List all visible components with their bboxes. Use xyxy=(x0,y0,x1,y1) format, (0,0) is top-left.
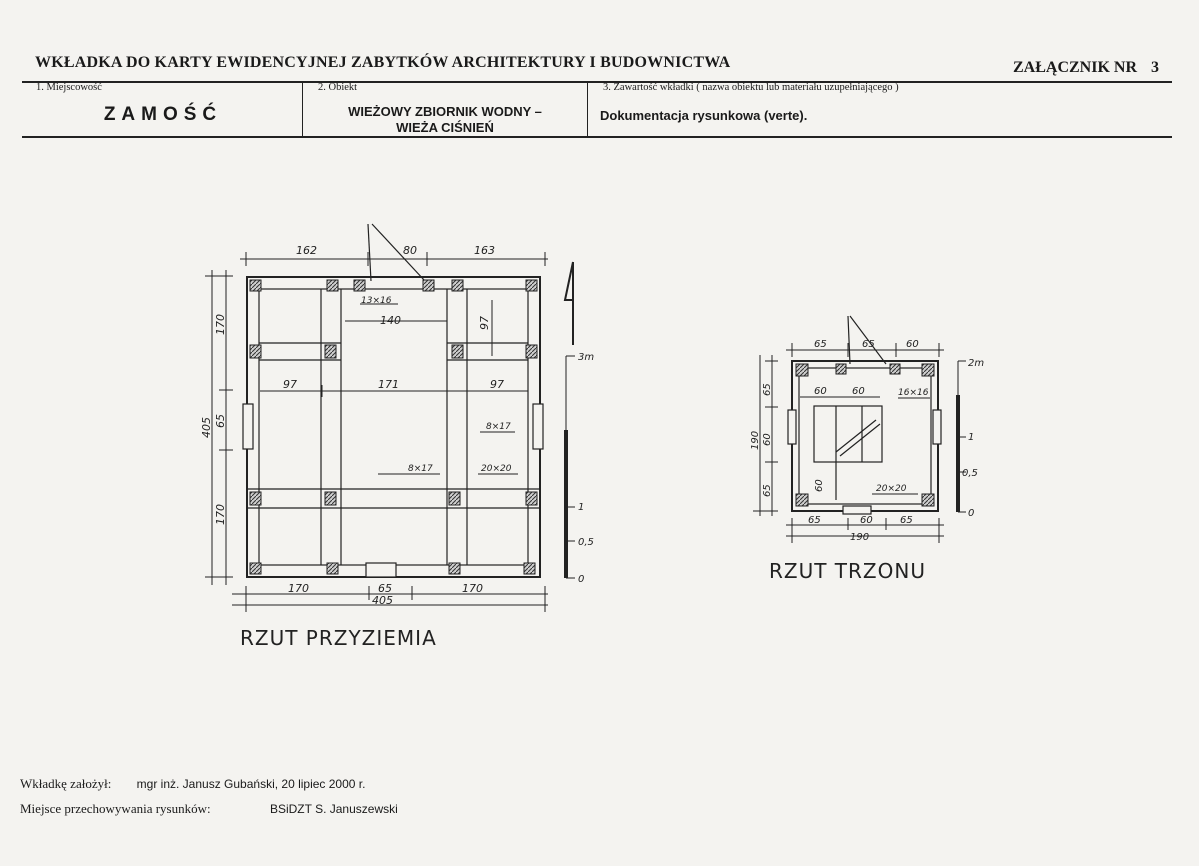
column-marker xyxy=(796,364,808,376)
column-marker xyxy=(922,494,934,506)
column-marker xyxy=(452,280,463,291)
ground-dim-bottom-1: 170 xyxy=(288,582,309,595)
ground-label-column-small: 13×16 xyxy=(361,296,392,306)
object-value-line2: WIEŻA CIŚNIEŃ xyxy=(396,120,494,135)
annex-value: 3 xyxy=(1151,59,1159,76)
ground-dim-row-3: 97 xyxy=(490,378,504,391)
column-marker xyxy=(452,345,463,358)
column-marker xyxy=(526,492,537,505)
column-marker xyxy=(526,280,537,291)
ground-dim-left-1: 170 xyxy=(214,314,227,335)
content-label: 3. Zawartość wkładki ( nazwa obiektu lub materiału uzupełniającego ) xyxy=(603,82,899,93)
ground-dim-total-bottom: 405 xyxy=(372,594,393,607)
column-marker xyxy=(449,492,460,505)
founder-label: Wkładkę założył: xyxy=(20,776,112,791)
storage-label: Miejsce przechowywania rysunków: xyxy=(20,801,211,816)
column-marker xyxy=(250,345,261,358)
ground-dimension-lines xyxy=(205,252,548,612)
ground-floor-title: RZUT PRZYZIEMIA xyxy=(240,626,437,650)
shaft-scale-bar xyxy=(958,361,966,512)
ground-door-leaf xyxy=(372,224,425,281)
ground-label-beam-2: 8×17 xyxy=(486,422,511,432)
shaft-dim-top-3: 60 xyxy=(906,339,919,350)
shaft-door xyxy=(843,506,871,514)
ground-dim-inner-span: 140 xyxy=(380,314,401,327)
ground-dim-top-2: 80 xyxy=(403,244,417,257)
ground-door xyxy=(366,563,396,577)
locality-value: ZAMOŚĆ xyxy=(103,104,223,125)
annex-label: ZAŁĄCZNIK NR xyxy=(1012,59,1137,76)
content-value: Dokumentacja rysunkowa (verte). xyxy=(600,108,808,123)
column-marker xyxy=(524,563,535,574)
column-marker xyxy=(423,280,434,291)
column-marker xyxy=(796,494,808,506)
shaft-dim-inner-top-2: 60 xyxy=(852,386,865,397)
ground-dim-top-1: 162 xyxy=(296,244,317,257)
ground-label-beam-1: 8×17 xyxy=(408,464,433,474)
ground-dim-vertical-inner: 97 xyxy=(478,316,491,330)
shaft-dim-total-bottom: 190 xyxy=(850,532,870,543)
storage-value: BSiDZT S. Januszewski xyxy=(269,802,398,816)
shaft-scale-label-1: 1 xyxy=(968,432,975,443)
object-value-line1: WIEŻOWY ZBIORNIK WODNY – xyxy=(348,104,542,119)
column-marker xyxy=(922,364,934,376)
column-marker xyxy=(836,364,846,374)
founder-line xyxy=(20,776,365,792)
locality-label: 1. Miejscowość xyxy=(36,82,102,93)
column-marker xyxy=(890,364,900,374)
ground-dim-bottom-3: 170 xyxy=(462,582,483,595)
shaft-dim-left-1: 65 xyxy=(762,383,773,396)
column-marker xyxy=(325,492,336,505)
ground-dim-top-3: 163 xyxy=(474,244,495,257)
column-marker xyxy=(327,563,338,574)
ground-dim-left-2: 65 xyxy=(214,414,227,428)
ground-dim-bottom-2: 65 xyxy=(378,582,392,595)
ground-scale-label-0: 0 xyxy=(578,574,585,585)
shaft-scale-label-2m: 2m xyxy=(968,358,985,369)
object-label: 2. Obiekt xyxy=(318,82,358,93)
shaft-stair-line xyxy=(840,424,880,456)
column-marker xyxy=(327,280,338,291)
shaft-dim-top-1: 65 xyxy=(814,339,827,350)
shaft-label-column: 20×20 xyxy=(876,484,907,494)
column-marker xyxy=(250,492,261,505)
column-marker xyxy=(250,280,261,291)
ground-scale-bar xyxy=(566,356,575,578)
shaft-window xyxy=(788,410,796,444)
storage-line xyxy=(20,801,398,817)
shaft-dim-inner-top-1: 60 xyxy=(814,386,827,397)
shaft-scale-label-0: 0 xyxy=(968,508,975,519)
shaft-stair xyxy=(814,406,882,462)
ground-label-column: 20×20 xyxy=(481,464,512,474)
ground-dim-row-2: 171 xyxy=(378,378,399,391)
shaft-dim-stair: 60 xyxy=(814,479,825,492)
shaft-dim-top-2: 65 xyxy=(862,339,875,350)
shaft-stair-line xyxy=(836,420,876,452)
shaft-dim-left-2: 60 xyxy=(762,433,773,446)
column-marker xyxy=(250,563,261,574)
ground-scale-label-05: 0,5 xyxy=(578,537,594,548)
column-marker xyxy=(449,563,460,574)
column-marker xyxy=(354,280,365,291)
shaft-dim-bottom-1: 65 xyxy=(808,515,821,526)
ground-window xyxy=(533,404,543,449)
shaft-plan-title: RZUT TRZONU xyxy=(769,559,926,583)
shaft-dim-left-3: 65 xyxy=(762,484,773,497)
ground-dim-total-left: 405 xyxy=(200,417,213,438)
form-title: WKŁADKA DO KARTY EWIDENCYJNEJ ZABYTKÓW ARCHITEKTURY I BUDOWNICTWA xyxy=(35,54,731,71)
ground-window xyxy=(243,404,253,449)
shaft-window xyxy=(933,410,941,444)
shaft-dim-bottom-3: 65 xyxy=(900,515,913,526)
shaft-scale-label-05: 0,5 xyxy=(962,468,978,479)
ground-dim-row-1: 97 xyxy=(283,378,297,391)
ground-scale-label-3m: 3m xyxy=(578,352,595,363)
ground-scale-label-1: 1 xyxy=(578,502,585,513)
founder-value: mgr inż. Janusz Gubański, 20 lipiec 2000 r. xyxy=(136,777,366,791)
ground-dim-left-3: 170 xyxy=(214,504,227,525)
column-marker xyxy=(325,345,336,358)
column-marker xyxy=(526,345,537,358)
ground-floor-plan xyxy=(243,224,543,577)
shaft-dim-total-left: 190 xyxy=(750,430,761,450)
shaft-dim-bottom-2: 60 xyxy=(860,515,873,526)
ground-north-arrow xyxy=(565,262,573,345)
shaft-label-column-small: 16×16 xyxy=(898,388,929,398)
